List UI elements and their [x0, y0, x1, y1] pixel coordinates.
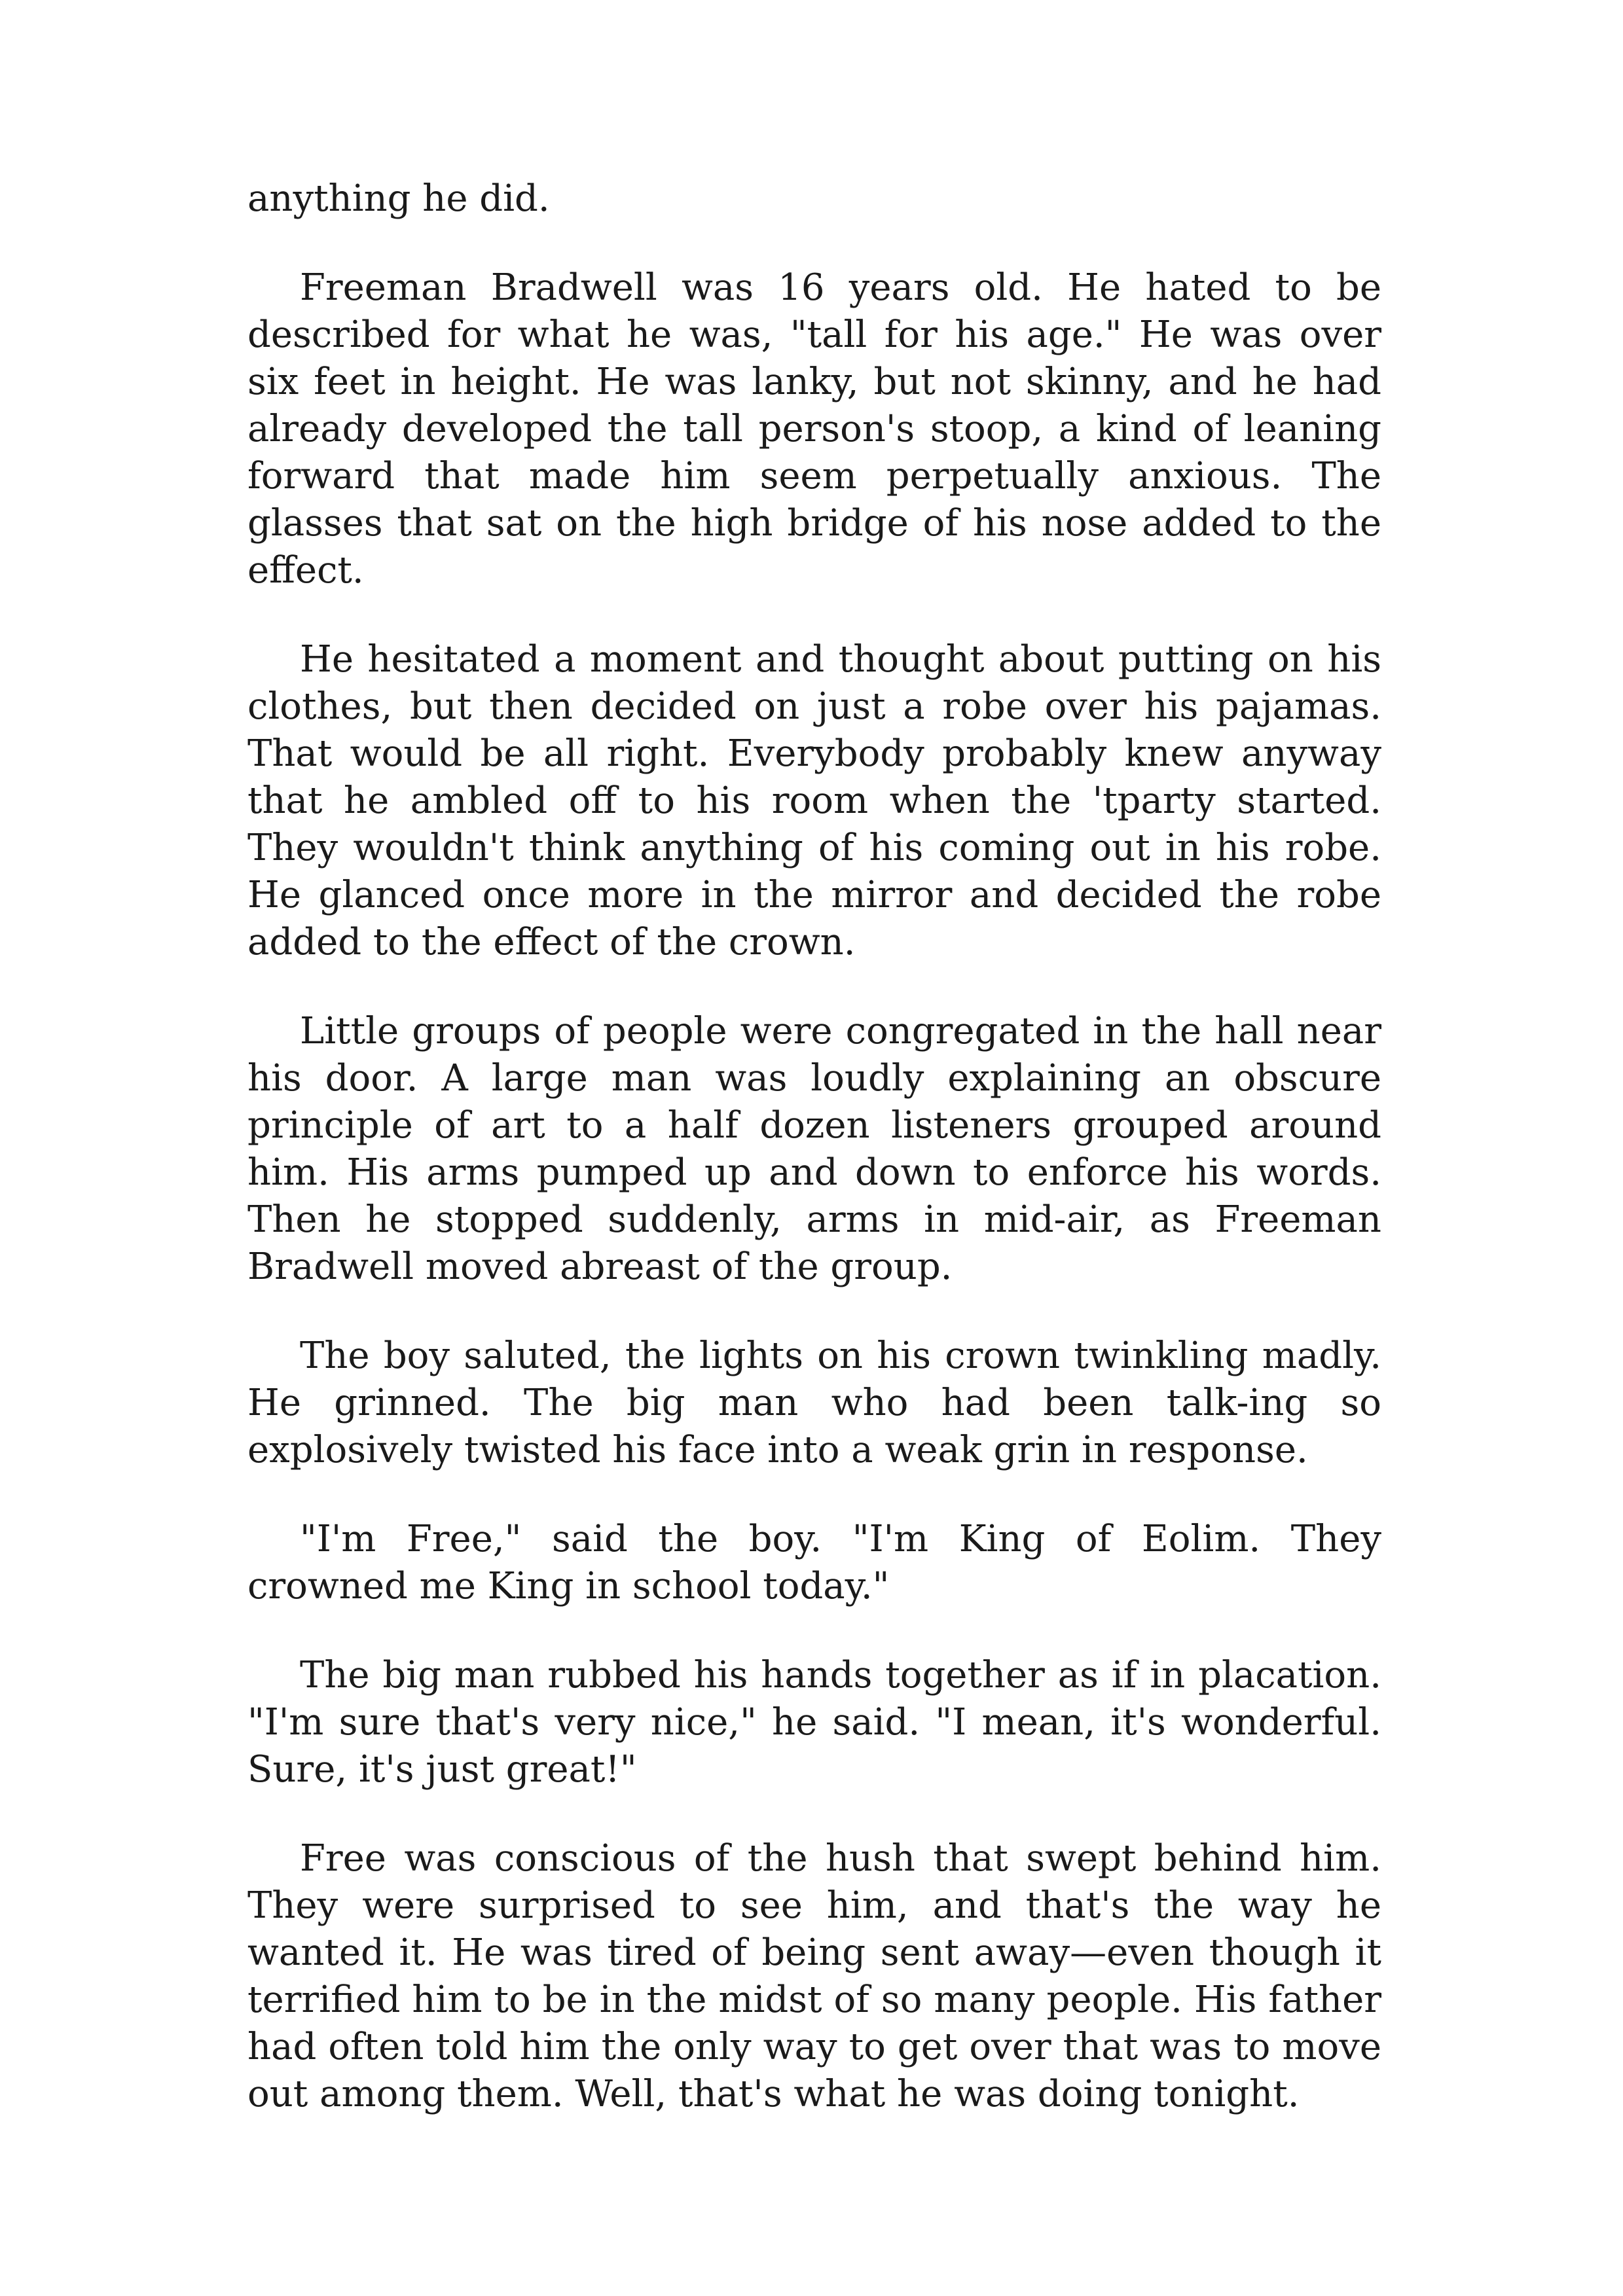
paragraph: "I'm Free," said the boy. "I'm King of Eolim. They crowned me King in school today.": [247, 1518, 1381, 1607]
paragraph: Free was conscious of the hush that swept behind him. They were surprised to see him, and that's the way he wanted it. He was tired of being sent away—even though it terrified him to be in the midst of so many people. His father had often told him the only way to get over that was to move out among them. Well, that's what he was doing tonight.: [247, 1837, 1381, 2115]
paragraph: Freeman Bradwell was 16 years old. He hated to be described for what he was, "tall for his age." He was over six feet in height. He was lanky, but not skinny, and he had already developed the tall person's stoop, a kind of leaning forward that made him seem perpetually anxious. The glasses that sat on the high bridge of his nose added to the effect.: [247, 266, 1381, 592]
paragraph: The big man rubbed his hands together as if in placation. "I'm sure that's very nice," he said. "I mean, it's wonderful. Sure, it's just great!": [247, 1654, 1381, 1791]
paragraph: Little groups of people were congregated in the hall near his door. A large man was loudly explaining an obscure principle of art to a half dozen listeners grouped around him. His arms pumped up and down to enforce his words. Then he stopped suddenly, arms in mid-air, as Freeman Bradwell moved abreast of the group.: [247, 1010, 1381, 1288]
paragraph: The boy saluted, the lights on his crown twinkling madly. He grinned. The big man who had been talk-ing so explosively twisted his face into a weak grin in response.: [247, 1335, 1381, 1471]
paragraph-continuation: anything he did.: [247, 177, 550, 220]
paragraph: He hesitated a moment and thought about putting on his clothes, but then decided on just a robe over his pajamas. That would be all right. Everybody probably knew anyway that he ambled off to his room when the 'tparty started. They wouldn't think anything of his coming out in his robe. He glanced once more in the mirror and decided the robe added to the effect of the crown.: [247, 638, 1381, 963]
body-text: [247, 175, 1381, 2160]
